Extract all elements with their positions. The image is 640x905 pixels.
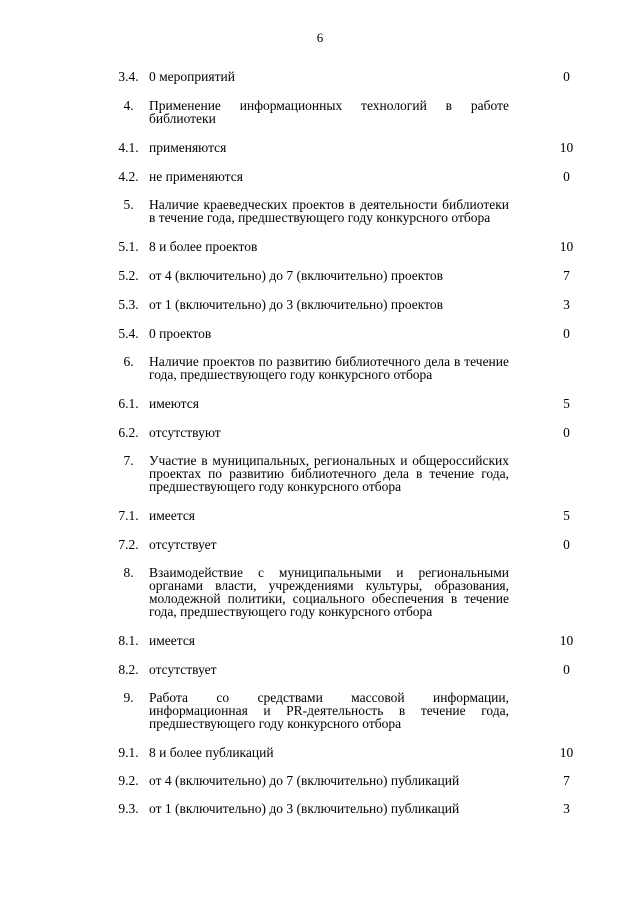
criterion-text: не применяются <box>149 169 243 184</box>
criterion-score <box>509 93 594 135</box>
criterion-text: имеется <box>149 508 196 523</box>
criterion-score: 5 <box>563 396 570 411</box>
criteria-row <box>108 135 594 164</box>
criterion-number: 6.1. <box>118 396 139 411</box>
criterion-text: от 4 (включительно) до 7 (включительно) публикаций <box>149 773 460 788</box>
criterion-score: 5 <box>563 508 570 523</box>
criterion-text: отсутствуют <box>149 425 221 440</box>
criterion-number: 4. <box>123 98 134 113</box>
criterion-number: 4.1. <box>118 140 139 155</box>
criteria-row <box>108 686 594 740</box>
criterion-score <box>509 561 594 628</box>
criteria-row <box>108 64 594 93</box>
criterion-score: 10 <box>559 633 574 648</box>
criterion-score: 7 <box>563 773 570 788</box>
criteria-row <box>108 740 594 769</box>
criterion-number: 9. <box>123 690 134 705</box>
criterion-number: 5. <box>123 197 134 212</box>
criterion-number: 8.1. <box>118 633 139 648</box>
criterion-score <box>509 193 594 234</box>
criterion-number: 5.1. <box>118 239 139 254</box>
criterion-text: Взаимодействие с муниципальными и региональными органами власти, учреждениями культуры, образования, молодежной политики, социального обеспечения в течение года, предшествующего году конкурсного отбора <box>149 565 509 619</box>
criterion-text: Участие в муниципальных, региональных и общероссийских проектах по развитию библиотечного дела в течение года, предшествующего году конкурсного отбора <box>149 453 509 494</box>
criterion-score: 0 <box>563 69 570 84</box>
criteria-row <box>108 350 594 391</box>
criterion-score: 10 <box>559 140 574 155</box>
criterion-text: от 4 (включительно) до 7 (включительно) проектов <box>149 268 443 283</box>
criterion-score: 0 <box>563 425 570 440</box>
criteria-row <box>108 532 594 561</box>
criteria-row <box>108 391 594 420</box>
criteria-row <box>108 503 594 532</box>
criterion-text: Наличие проектов по развитию библиотечного дела в течение года, предшествующего году конкурсного отбора <box>149 354 509 382</box>
criteria-row <box>108 657 594 686</box>
criteria-table <box>108 64 594 825</box>
criterion-number: 9.1. <box>118 745 139 760</box>
criterion-number: 8. <box>123 565 134 580</box>
criteria-row <box>108 769 594 797</box>
criterion-score: 0 <box>563 169 570 184</box>
criterion-number: 4.2. <box>118 169 139 184</box>
criterion-text: Применение информационных технологий в работе библиотеки <box>149 98 509 126</box>
criterion-number: 7.1. <box>118 508 139 523</box>
criterion-text: Наличие краеведческих проектов в деятельности библиотеки в течение года, предшествующего году конкурсного отбора <box>149 197 509 225</box>
criterion-number: 5.4. <box>118 326 139 341</box>
criteria-row <box>108 193 594 234</box>
criterion-number: 6.2. <box>118 425 139 440</box>
criterion-number: 8.2. <box>118 662 139 677</box>
criterion-text: 0 проектов <box>149 326 212 341</box>
criterion-number: 7. <box>123 453 134 468</box>
criterion-score: 3 <box>563 297 570 312</box>
criteria-row <box>108 93 594 135</box>
criteria-row <box>108 321 594 350</box>
criterion-score: 10 <box>559 745 574 760</box>
criterion-text: Работа со средствами массовой информации, информационная и PR-деятельность в течение года, предшествующего году конкурсного отбора <box>149 690 509 731</box>
criterion-score: 7 <box>563 268 570 283</box>
criterion-number: 7.2. <box>118 537 139 552</box>
criteria-row <box>108 263 594 292</box>
criterion-text: 8 и более проектов <box>149 239 258 254</box>
criterion-number: 6. <box>123 354 134 369</box>
criterion-text: имеется <box>149 633 196 648</box>
criteria-row <box>108 164 594 193</box>
criteria-row <box>108 561 594 628</box>
criterion-score <box>509 350 594 391</box>
criterion-number: 5.2. <box>118 268 139 283</box>
criteria-row <box>108 234 594 263</box>
criterion-number: 5.3. <box>118 297 139 312</box>
criterion-score: 3 <box>563 801 570 816</box>
criteria-row <box>108 797 594 825</box>
criteria-row <box>108 449 594 503</box>
criterion-score: 0 <box>563 537 570 552</box>
criterion-text: отсутствует <box>149 662 217 677</box>
criterion-score: 10 <box>559 239 574 254</box>
page-number: 6 <box>316 30 324 45</box>
criterion-text: 8 и более публикаций <box>149 745 274 760</box>
criterion-score: 0 <box>563 326 570 341</box>
criterion-text: от 1 (включительно) до 3 (включительно) публикаций <box>149 801 460 816</box>
criterion-text: имеются <box>149 396 199 411</box>
criterion-number: 9.2. <box>118 773 139 788</box>
criterion-text: от 1 (включительно) до 3 (включительно) проектов <box>149 297 443 312</box>
criterion-number: 3.4. <box>118 69 139 84</box>
criterion-text: отсутствует <box>149 537 217 552</box>
criterion-score <box>509 449 594 503</box>
criteria-row <box>108 292 594 321</box>
criterion-score: 0 <box>563 662 570 677</box>
criterion-text: применяются <box>149 140 227 155</box>
criterion-number: 9.3. <box>118 801 139 816</box>
criteria-row <box>108 628 594 657</box>
criteria-row <box>108 420 594 449</box>
criterion-score <box>509 686 594 740</box>
criterion-text: 0 мероприятий <box>149 69 235 84</box>
